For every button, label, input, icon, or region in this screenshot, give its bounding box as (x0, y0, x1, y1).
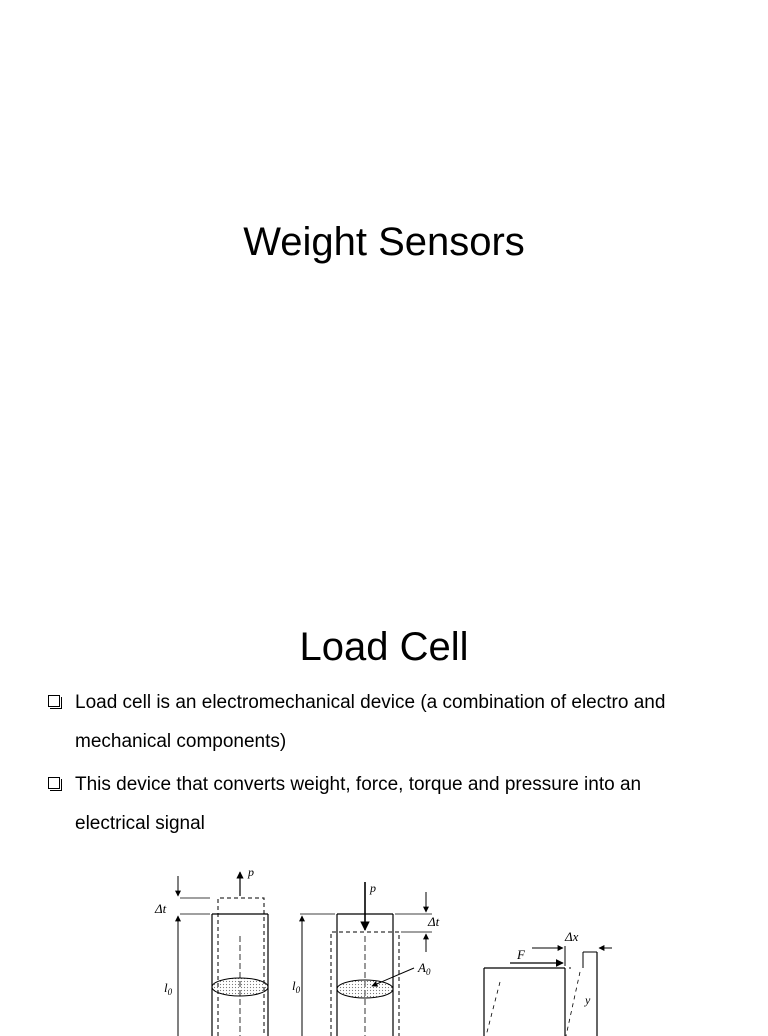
force-label-p: p (370, 881, 376, 895)
list-item (46, 683, 736, 761)
load-cell-diagram (0, 866, 768, 1036)
slide-title: Weight Sensors (243, 220, 525, 264)
slide-load-cell (0, 576, 768, 1024)
list-item (46, 765, 736, 843)
bullet-text: This device that converts weight, force, torque and pressure into an (75, 774, 642, 795)
delta-x-label: Δx (565, 929, 579, 944)
slide-title: Load Cell (299, 625, 469, 669)
delta-t-label: Δt (155, 901, 167, 916)
checkbox-bullet-icon (48, 777, 60, 789)
length-label: $l_0$ (164, 980, 173, 997)
bullet-text: Load cell is an electromechanical device (a combination of electro and (75, 692, 666, 713)
checkbox-bullet-icon (48, 695, 60, 707)
bullet-list (46, 683, 736, 847)
length-label: $l_0$ (292, 978, 301, 995)
bullet-text: electrical signal (75, 813, 205, 834)
shear-element (484, 929, 612, 1036)
tension-element (154, 866, 268, 1036)
force-label-f: F (517, 947, 525, 962)
force-label-p: p (248, 866, 254, 879)
area-label: $A_0$ (418, 960, 431, 977)
delta-t-label: Δt (428, 914, 440, 929)
compression-element (292, 881, 440, 1036)
bullet-text: mechanical components) (75, 731, 287, 752)
y-label: y (585, 993, 591, 1007)
